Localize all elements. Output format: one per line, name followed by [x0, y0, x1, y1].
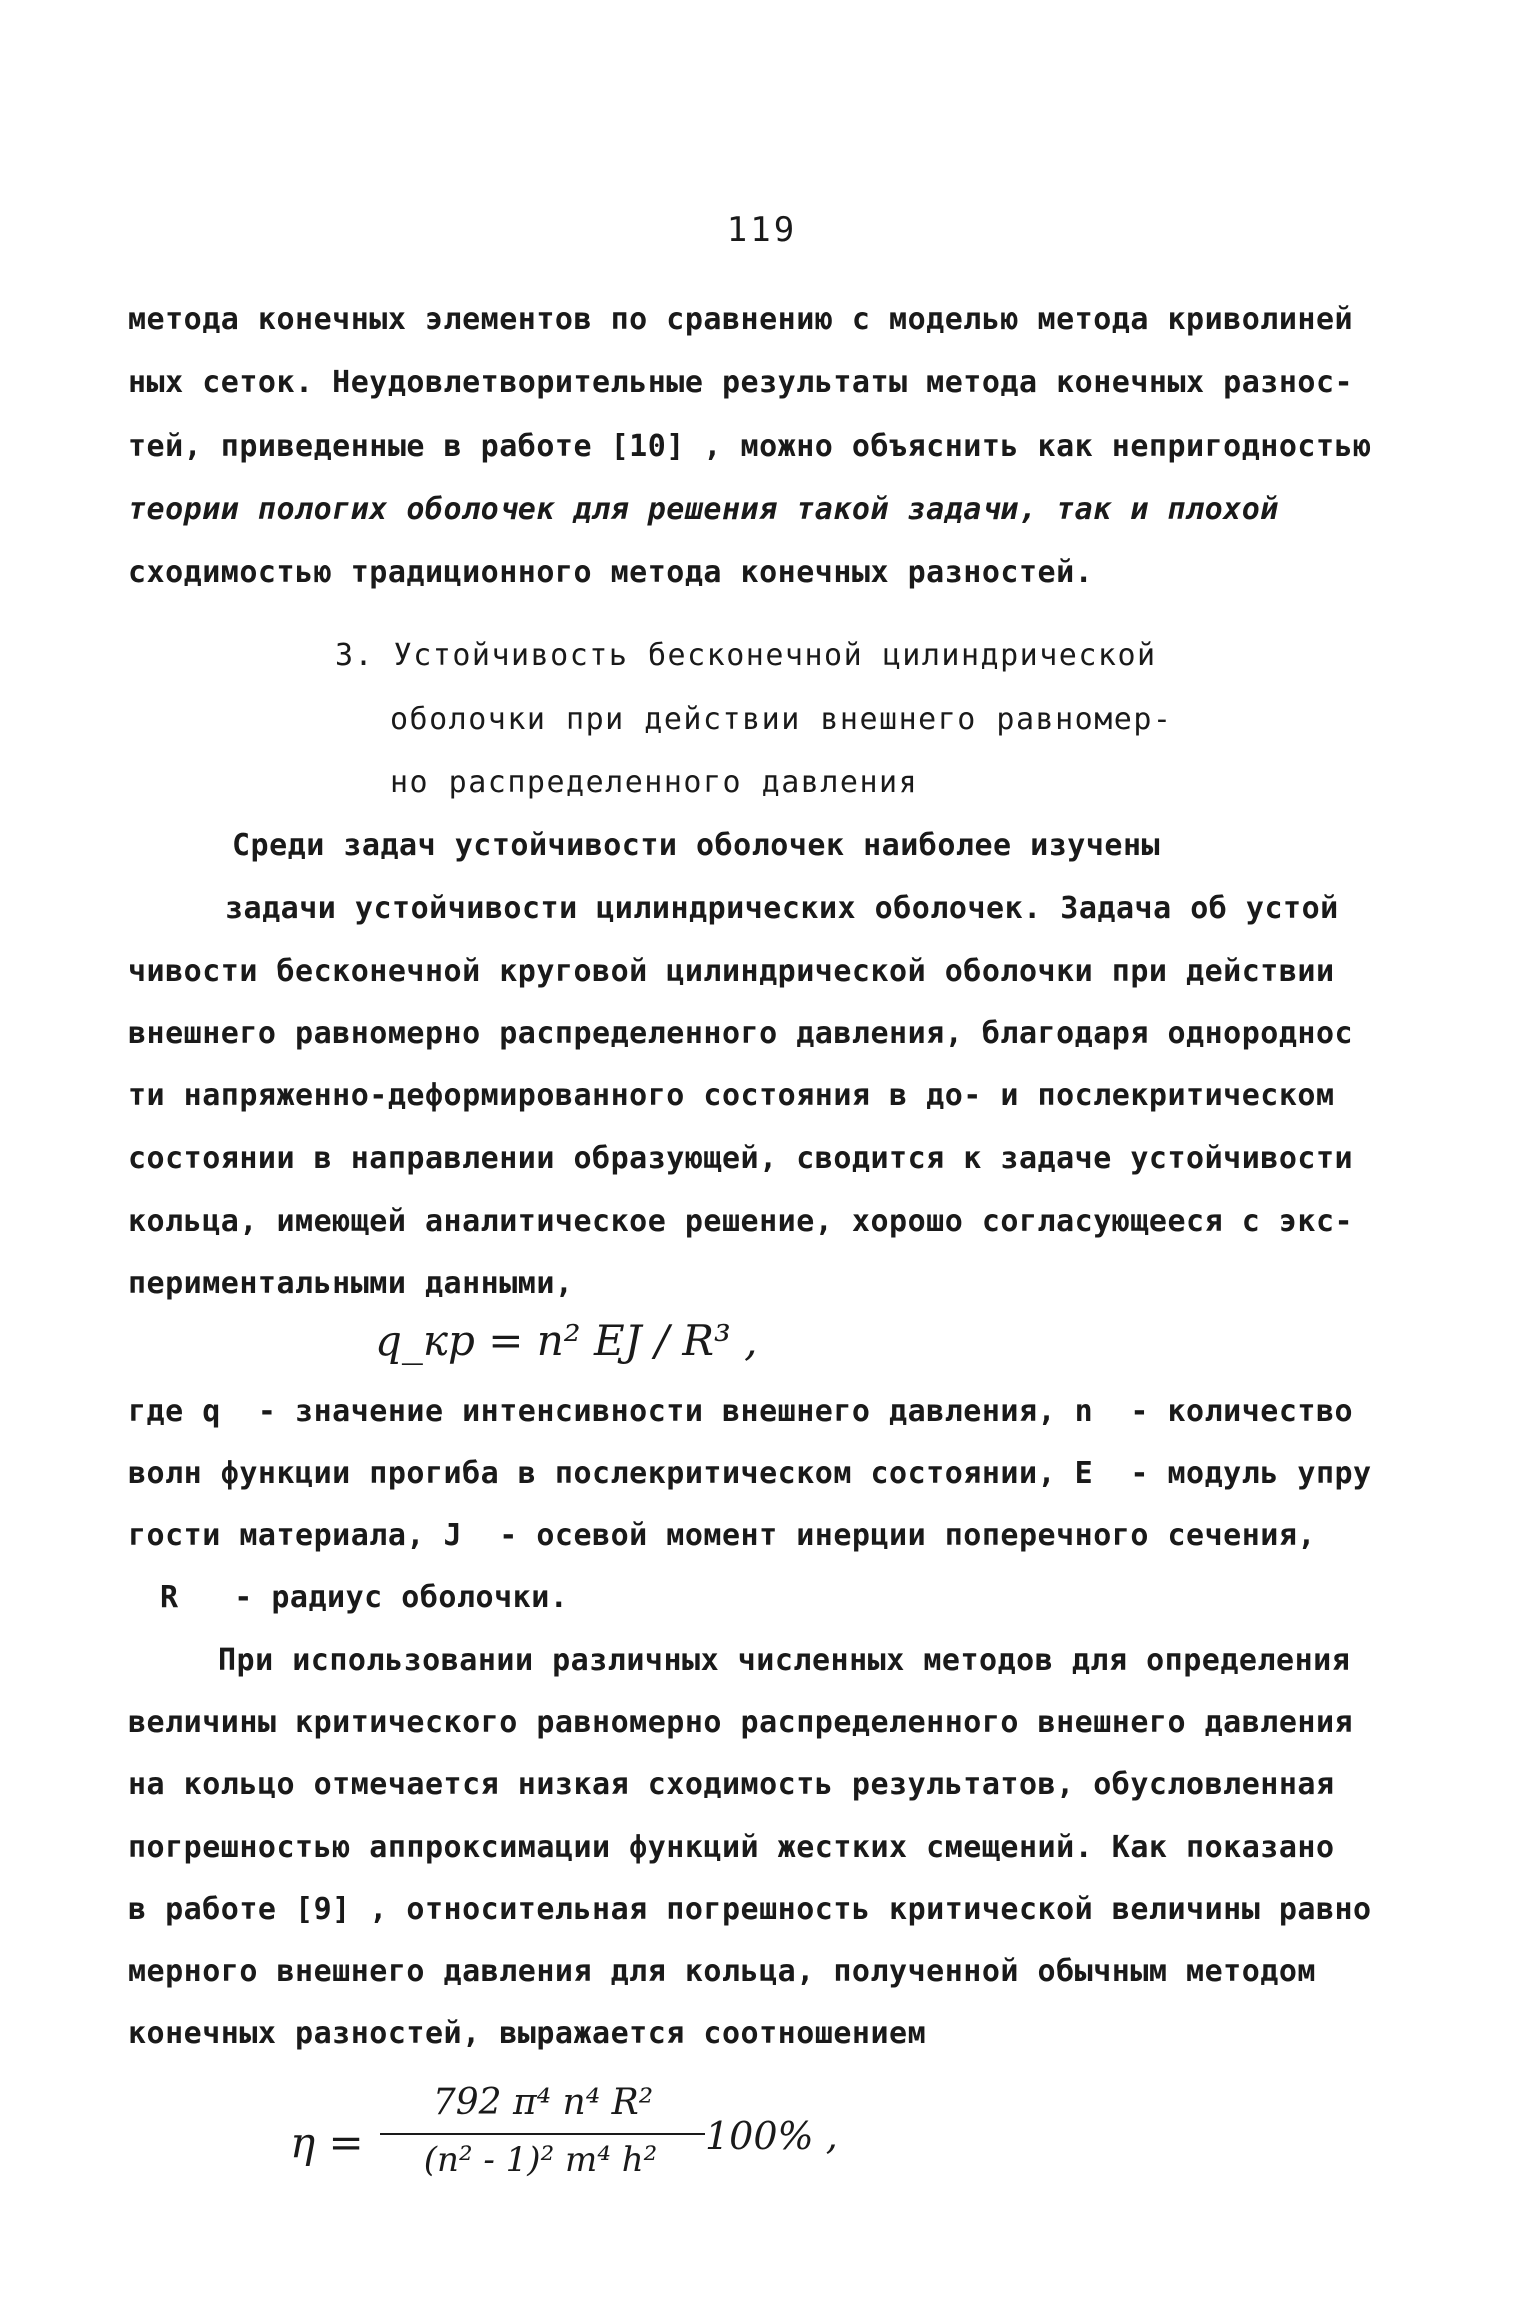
fraction-bar	[380, 2133, 705, 2135]
definition-line: гости материала, J - осевой момент инерции поперечного сечения,	[128, 1518, 1316, 1553]
paragraph2-line: задачи устойчивости цилиндрических оболочек. Задача об устой	[225, 891, 1339, 926]
paragraph1-line: метода конечных элементов по сравнению с моделью метода криволиней	[128, 302, 1354, 337]
paragraph1-line: сходимостью традиционного метода конечных разностей.	[128, 555, 1094, 590]
definition-line: где q - значение интенсивности внешнего давления, n - количество	[128, 1394, 1354, 1429]
paragraph3-line: величины критического равномерно распределенного внешнего давления	[128, 1705, 1354, 1740]
paragraph2-line: периментальными данными,	[128, 1266, 574, 1301]
section-heading-line: 3. Устойчивость бесконечной цилиндрической	[335, 638, 1157, 673]
section-heading-line: но распределенного давления	[390, 765, 919, 800]
formula-denominator: (n² - 1)² m⁴ h²	[423, 2140, 658, 2180]
definition-line: R - радиус оболочки.	[160, 1580, 569, 1615]
paragraph1-line: тей, приведенные в работе [10] , можно объяснить как непригодностью	[128, 429, 1372, 464]
formula-lhs: η =	[290, 2118, 364, 2167]
formula-numerator: 792 π⁴ n⁴ R²	[432, 2082, 654, 2123]
paragraph3-line: При использовании различных численных методов для определения	[218, 1643, 1351, 1678]
paragraph2-line: состоянии в направлении образующей, сводится к задаче устойчивости	[128, 1141, 1354, 1176]
paragraph3-line: на кольцо отмечается низкая сходимость результатов, обусловленная	[128, 1767, 1335, 1802]
paragraph2-line: чивости бесконечной круговой цилиндрической оболочки при действии	[128, 954, 1335, 989]
definition-line: волн функции прогиба в послекритическом состоянии, E - модуль упру	[128, 1456, 1372, 1491]
section-heading-line: оболочки при действии внешнего равномер-	[390, 702, 1173, 737]
paragraph3-line: мерного внешнего давления для кольца, полученной обычным методом	[128, 1954, 1316, 1989]
formula-critical-pressure: q_кр = n² EJ / R³ ,	[375, 1316, 758, 1365]
paragraph3-line: в работе [9] , относительная погрешность критической величины равно	[128, 1892, 1372, 1927]
formula-suffix: 100% ,	[705, 2114, 838, 2158]
paragraph2-line: внешнего равномерно распределенного давления, благодаря однороднос	[128, 1016, 1354, 1051]
paragraph3-line: погрешностью аппроксимации функций жестких смещений. Как показано	[128, 1830, 1335, 1865]
paragraph2-line: кольца, имеющей аналитическое решение, хорошо согласующееся с экс-	[128, 1204, 1354, 1239]
paragraph1-line: теории пологих оболочек для решения такой задачи, так и плохой	[128, 492, 1279, 527]
paragraph2-line: ти напряженно-деформированного состояния в до- и послекритическом	[128, 1078, 1335, 1113]
paragraph3-line: конечных разностей, выражается соотношением	[128, 2016, 927, 2051]
paragraph2-line: Среди задач устойчивости оболочек наиболее изучены	[232, 828, 1161, 863]
page-number: 119	[726, 210, 798, 250]
paragraph1-line: ных сеток. Неудовлетворительные результаты метода конечных разнос-	[128, 365, 1354, 400]
